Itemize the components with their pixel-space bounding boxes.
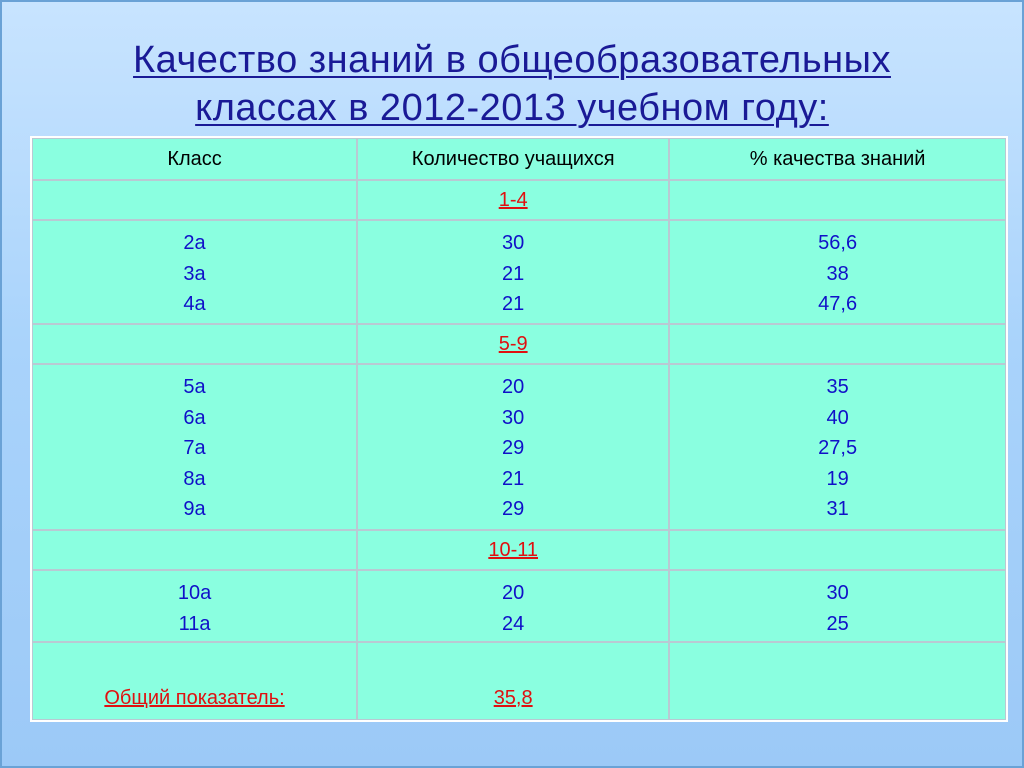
title-line-1: Качество знаний в общеобразовательных — [133, 39, 891, 81]
class-name: 3а — [183, 262, 206, 285]
student-count: 29 — [502, 437, 525, 459]
quality-cell — [669, 220, 1006, 324]
group-label: 5-9 — [498, 332, 528, 355]
quality-value: 30 — [826, 582, 849, 604]
student-count: 30 — [502, 232, 525, 254]
student-count: 20 — [502, 582, 525, 604]
quality-cell — [669, 364, 1006, 530]
table-row — [32, 570, 1006, 642]
class-name: 6а — [183, 406, 206, 429]
class-name: 8а — [183, 467, 206, 490]
quality-value: 40 — [826, 406, 849, 429]
group-row-1-4 — [32, 180, 1006, 220]
student-count: 21 — [502, 467, 525, 490]
group-row-10-11 — [32, 530, 1006, 570]
student-count: 20 — [502, 376, 525, 398]
table-header-row — [32, 138, 1006, 180]
students-cell — [357, 220, 669, 324]
header-class: Класс — [32, 138, 357, 180]
student-count: 21 — [502, 262, 525, 285]
class-name: 9а — [183, 498, 206, 520]
quality-value: 38 — [826, 262, 849, 285]
header-students: Количество учащихся — [357, 138, 669, 180]
quality-value: 56,6 — [818, 232, 858, 254]
group-label: 1-4 — [498, 188, 528, 211]
class-name: 11а — [178, 612, 211, 635]
group-label: 10-11 — [488, 538, 538, 561]
total-row — [32, 642, 1006, 720]
student-count: 29 — [502, 498, 525, 520]
header-quality: % качества знаний — [669, 138, 1006, 180]
student-count: 21 — [502, 293, 525, 315]
class-name: 2а — [183, 232, 206, 254]
quality-cell — [669, 570, 1006, 642]
table-row — [32, 364, 1006, 530]
quality-value: 25 — [826, 612, 849, 635]
quality-value: 47,6 — [818, 293, 858, 315]
students-cell — [357, 570, 669, 642]
class-name: 7а — [183, 437, 206, 459]
quality-value: 19 — [826, 467, 849, 490]
class-name: 5а — [183, 376, 206, 398]
quality-value: 35 — [826, 376, 849, 398]
class-cell — [32, 220, 357, 324]
group-row-5-9 — [32, 324, 1006, 364]
page-title — [0, 36, 1024, 132]
quality-table — [30, 136, 1008, 722]
class-cell — [32, 570, 357, 642]
class-cell — [32, 364, 357, 530]
title-line-2: классах в 2012-2013 учебном году: — [195, 87, 829, 129]
student-count: 30 — [502, 406, 525, 429]
student-count: 24 — [502, 612, 525, 635]
table-row — [32, 220, 1006, 324]
class-name: 4а — [183, 293, 206, 315]
quality-value: 31 — [826, 498, 849, 520]
students-cell — [357, 364, 669, 530]
total-label: Общий показатель: — [104, 686, 285, 709]
quality-value: 27,5 — [818, 437, 858, 459]
total-value: 35,8 — [493, 686, 533, 709]
class-name: 10а — [177, 582, 212, 604]
